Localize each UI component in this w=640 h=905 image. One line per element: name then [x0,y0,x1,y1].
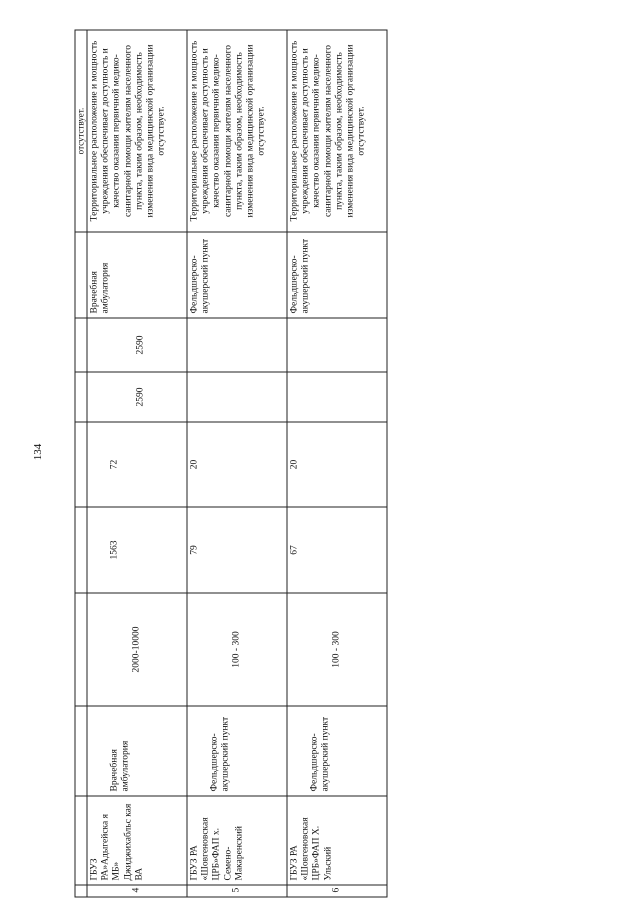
staff-cell: 72 [87,422,187,507]
staff-cell: 20 [187,422,287,507]
visits-cell [187,372,287,422]
table-row [187,30,287,897]
capacity-cell [287,318,387,372]
capacity-cell [187,318,287,372]
conclusion-cell: Территориальное расположение и мощность учреждения обеспечивает доступность и качество оказания первичной медико-санитарной помощи жителям населенного пункта, таким образом, необходимость изменения вида медицинской организации отсутствует. [87,30,187,232]
population-range-cell: 2000-10000 [87,593,187,706]
facilities-table [75,30,388,898]
staff-cell: 20 [287,422,387,507]
table-row [287,30,387,897]
visits-cell [287,372,387,422]
visits-cell: 2590 [87,372,187,422]
planned-type-cell: Врачебная амбулатория [87,232,187,318]
organization-cell: ГБУЗ РА «Шовгеновская ЦРБ»ФАП Х. Ульский [287,796,387,885]
facility-type-cell: Фельдшерско-акушерский пункт [287,706,387,796]
organization-cell: ГБУЗ РА «Шовгеновская ЦРБ»ФАП х. Семено-Макаренский [187,796,287,885]
conclusion-cell: Территориальное расположение и мощность учреждения обеспечивает доступность и качество оказания первичной медико-санитарной помощи жителям населенного пункта, таким образом, необходимость изменения вида медицинской организации отсутствует. [187,30,287,232]
capacity-cell: 2590 [87,318,187,372]
rotated-table-wrapper [75,31,386,898]
page-number: 134 [32,443,44,461]
row-number-cell: 5 [187,885,287,897]
facility-type-cell: Врачебная амбулатория [87,706,187,796]
planned-type-cell: Фельдшерско-акушерский пункт [187,232,287,318]
population-cell: 67 [287,507,387,593]
planned-type-cell: Фельдшерско-акушерский пункт [287,232,387,318]
population-range-cell: 100 - 300 [287,593,387,706]
population-range-cell: 100 - 300 [187,593,287,706]
population-cell: 79 [187,507,287,593]
table-row-continuation [75,30,87,897]
organization-cell: ГБУЗ РА»Адыгейска я МБ» Джиджихабльс кая ВА [87,796,187,885]
conclusion-cell: Территориальное расположение и мощность учреждения обеспечивает доступность и качество оказания первичной медико-санитарной помощи жителям населенного пункта, таким образом, необходимость изменения вида медицинской организации отсутствует. [287,30,387,232]
row-number-cell: 6 [287,885,387,897]
table-row [87,30,187,897]
population-cell: 1563 [87,507,187,593]
continuation-cell: отсутствует. [75,30,87,232]
row-number-cell: 4 [87,885,187,897]
facility-type-cell: Фельдшерско-акушерский пункт [187,706,287,796]
